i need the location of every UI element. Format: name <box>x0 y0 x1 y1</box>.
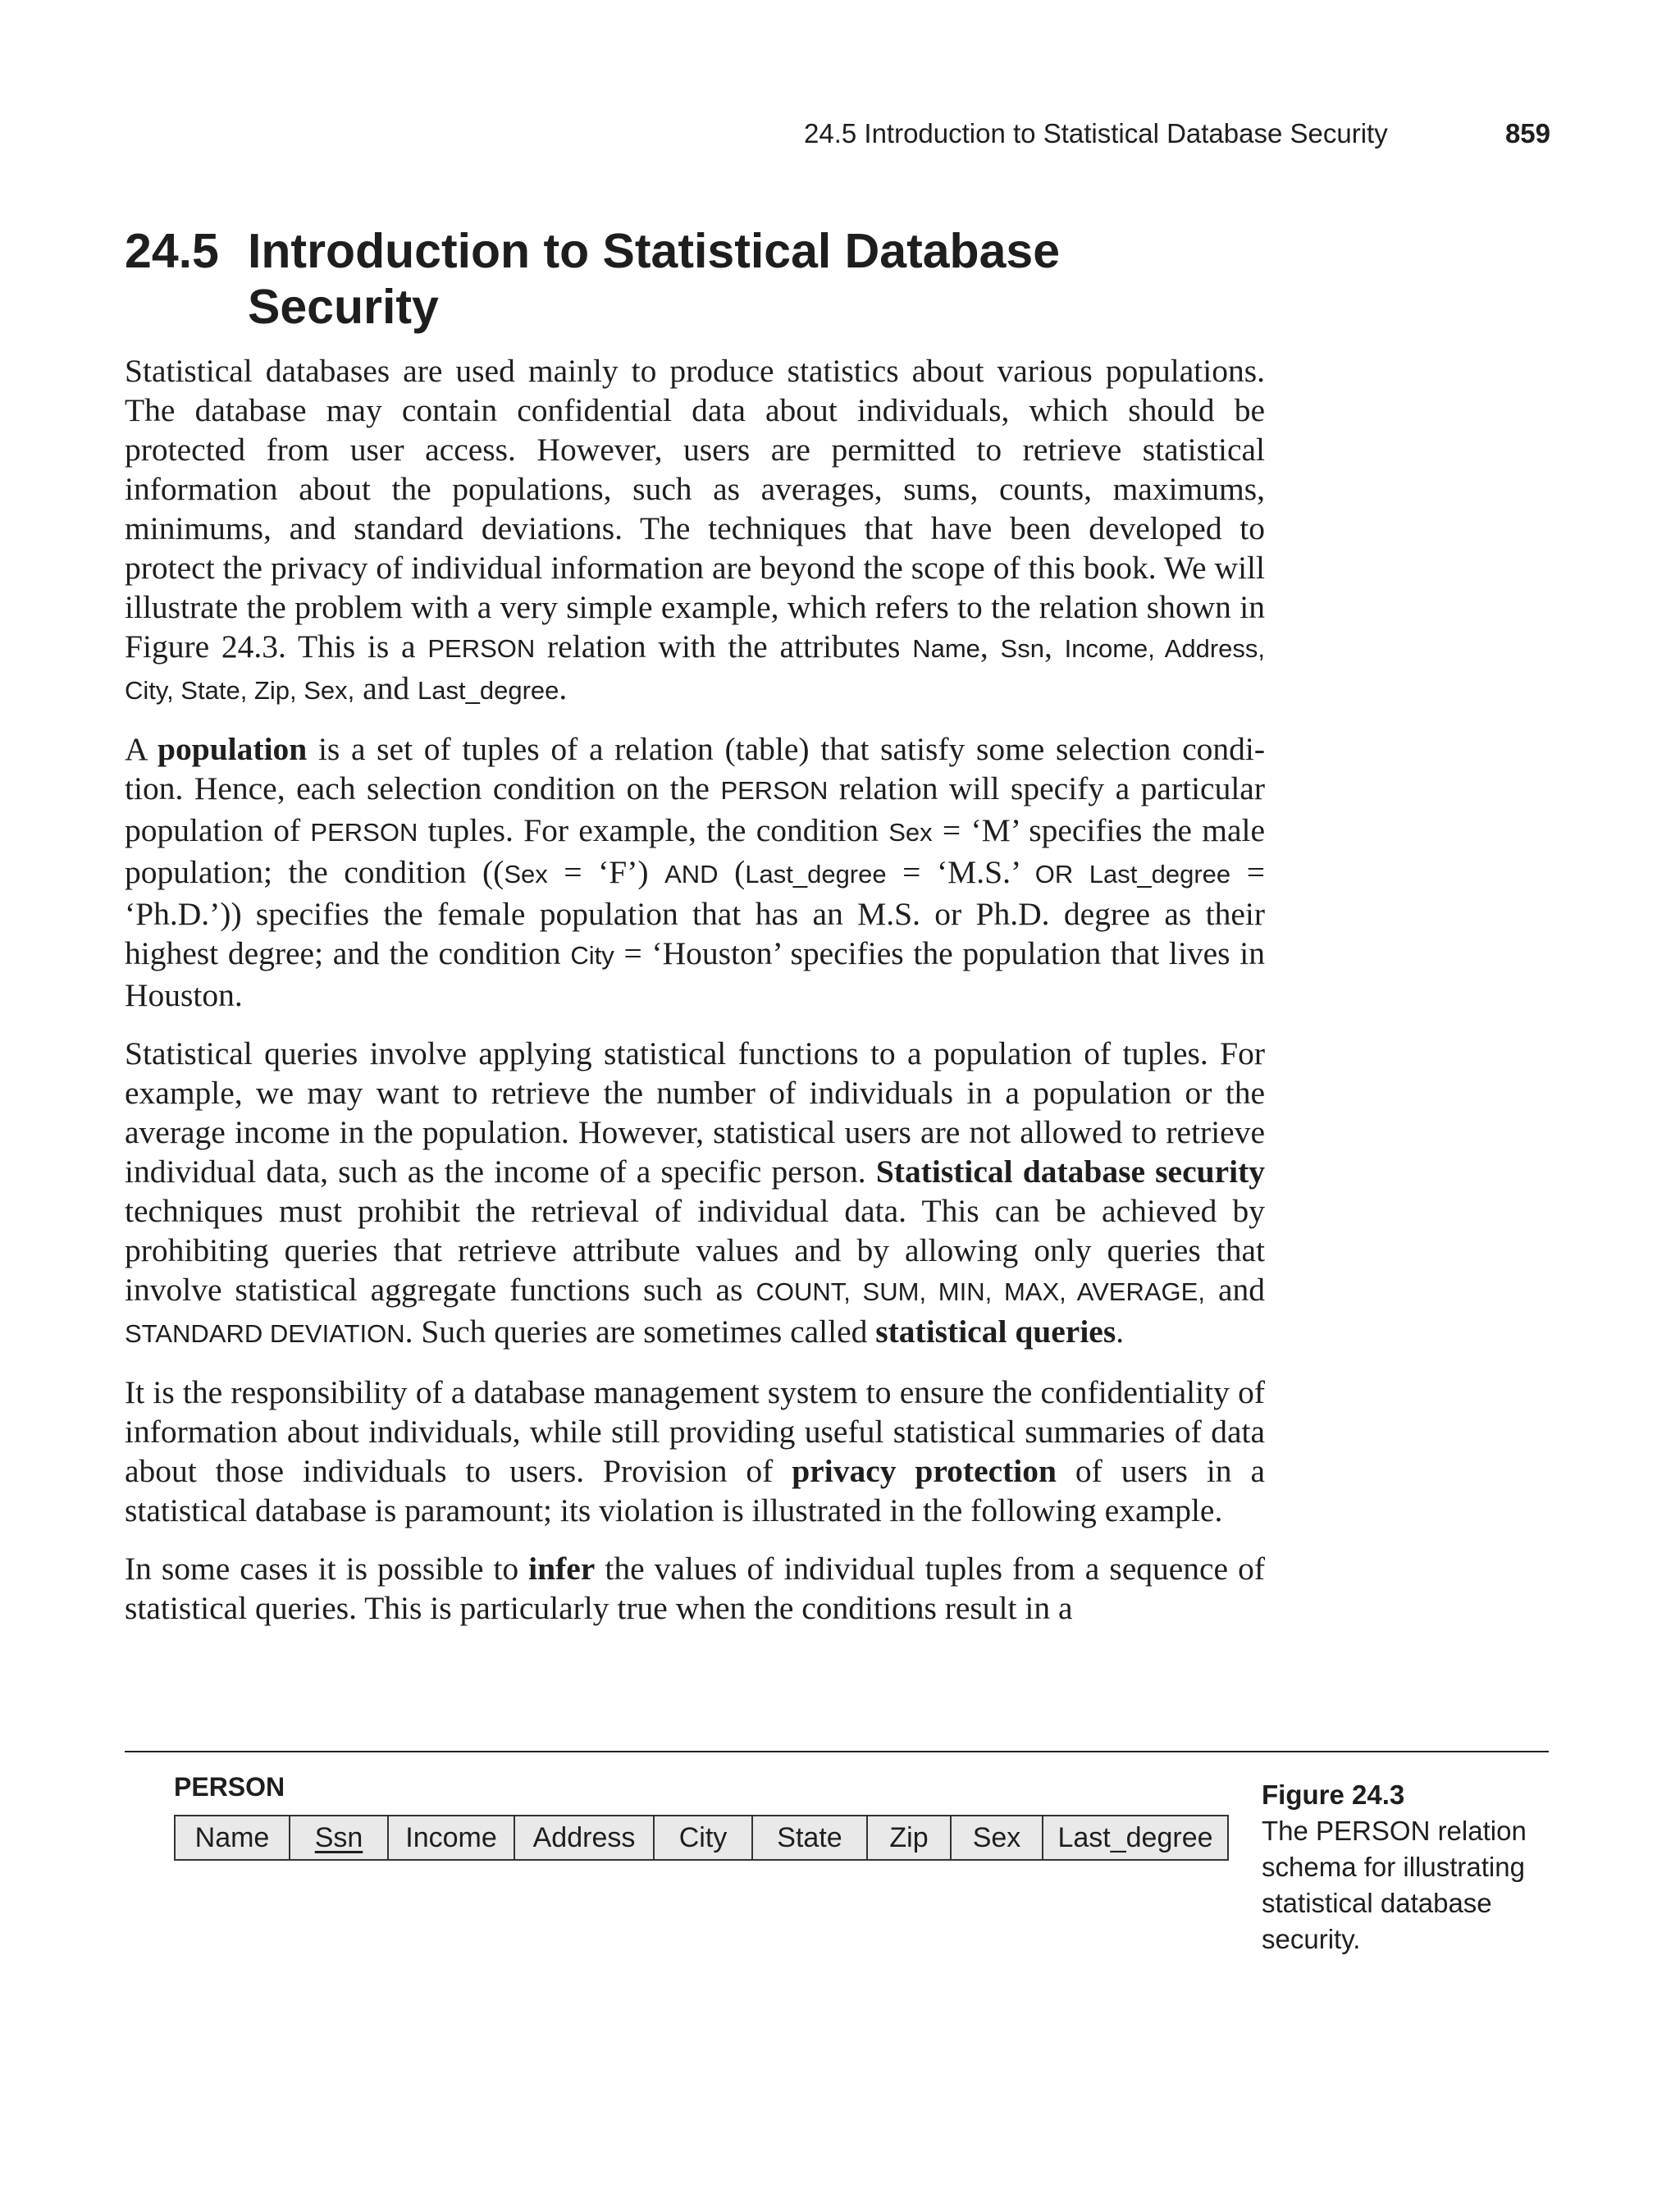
attribute-cell <box>1043 1816 1228 1860</box>
attribute-cell <box>951 1816 1043 1860</box>
paragraph-4 <box>125 1373 1265 1530</box>
attribute-label: Last_degree <box>1057 1821 1213 1853</box>
code-term: PERSON <box>720 776 829 805</box>
text-run: tuples. For example, the condition <box>418 812 889 848</box>
key-term: statistical queries <box>875 1313 1116 1350</box>
paragraph-3 <box>125 1034 1265 1354</box>
text-run: , <box>1043 628 1065 665</box>
attribute-label: City <box>678 1821 728 1853</box>
paragraph-2 <box>125 729 1265 1015</box>
text-run: techniques must prohibit the retrieval of individual data. This can be achieved by prohibiting queries that retrieve attribute values and by allowing only queries that involve statistical aggregate functions such as <box>125 1193 1265 1308</box>
code-term: Last_degree <box>418 676 559 705</box>
attribute-label: Ssn <box>314 1821 363 1853</box>
code-term: AND <box>664 860 719 889</box>
text-run: ( <box>718 854 746 890</box>
paragraph-5 <box>125 1549 1265 1628</box>
text-run: and <box>354 670 418 706</box>
attribute-cell <box>867 1816 951 1860</box>
attribute-cell <box>175 1816 290 1860</box>
attribute-label: Income <box>405 1821 497 1853</box>
text-run: = ‘F’) <box>547 854 665 890</box>
key-term: infer <box>528 1551 596 1587</box>
code-term: Ssn <box>1000 634 1044 663</box>
paragraph-1 <box>125 351 1265 710</box>
code-term: Income, Address, City, State, Zip, Sex, <box>125 634 1266 705</box>
figure-caption <box>1262 1777 1557 1958</box>
text-run: A <box>125 731 158 767</box>
text-run: . <box>559 670 568 706</box>
attribute-label: Zip <box>889 1821 929 1853</box>
text-run: Statistical queries involve applying statistical functions to a population of tuples. For example, we may want to retrieve the number of individuals in a population or the average income in the population. However, statistical users are not allowed to retrieve individual data, such as the income of a specific person. <box>125 1035 1265 1190</box>
attribute-cell <box>654 1816 752 1860</box>
relation-name: PERSON <box>174 1772 285 1802</box>
attribute-label: State <box>777 1821 842 1853</box>
code-term: STANDARD DEVIATION <box>125 1319 405 1348</box>
figure-label: Figure 24.3 <box>1262 1779 1405 1810</box>
text-run: , <box>979 628 1001 665</box>
running-head-title: 24.5 Introduction to Statistical Database Security <box>804 118 1388 148</box>
attribute-label: Name <box>194 1821 270 1853</box>
text-run: = ‘M.S.’ <box>886 854 1035 890</box>
key-term: Statistical database security <box>875 1154 1265 1190</box>
key-term: privacy protection <box>792 1453 1057 1489</box>
code-term: Name <box>912 634 980 663</box>
text-run: of users in a statistical database is paramount; its violation is illustrated in the following example. <box>125 1453 1266 1528</box>
text-run: . <box>1116 1313 1125 1350</box>
text-run: Statistical databases are used mainly to produce statistics about various populations. The database may contain confidential data about individuals, which should be protected from user access. However, users are permitted to retrieve statistical information about the populations, such as averages, sums, counts, maximums, minimums, and standard deviations. The techniques that have been developed to protect the privacy of individual information are beyond the scope of this book. We will illustrate the problem with a very simple example, which refers to the relation shown in Figure 24.3. This is a <box>125 353 1265 665</box>
text-run: = ‘Ph.D.’)) specifies the female population that has an M.S. or Ph.D. degree as their highest degree; and the condition <box>125 854 1265 971</box>
primary-key-cell <box>290 1816 388 1860</box>
code-term: Last_degree <box>1089 860 1231 889</box>
code-term: Sex <box>888 818 933 847</box>
running-head <box>804 118 1550 159</box>
figure-caption-text: The PERSON relation schema for illustrating statistical database security. <box>1262 1816 1527 1954</box>
text-run: the values of individual tuples from a sequence of statistical queries. This is particularly true when the conditions result in a <box>125 1551 1265 1626</box>
code-term: Last_degree <box>745 860 887 889</box>
attribute-cell <box>388 1816 514 1860</box>
attribute-row <box>175 1816 1228 1860</box>
section-title: Introduction to Statistical Database Security <box>248 224 1061 334</box>
text-run: and <box>1204 1272 1265 1308</box>
code-term: OR <box>1034 860 1074 889</box>
section-number: 24.5 <box>125 224 219 278</box>
code-term: Sex <box>504 860 548 889</box>
code-term: COUNT, SUM, MIN, MAX, AVERAGE, <box>756 1277 1205 1306</box>
code-term: PERSON <box>310 818 418 847</box>
body-text <box>125 351 1265 1647</box>
code-term: PERSON <box>427 634 536 663</box>
page-number: 859 <box>1504 118 1550 148</box>
attribute-cell <box>514 1816 654 1860</box>
text-run: = ‘M’ specifies the male population; the condition (( <box>125 812 1265 890</box>
attribute-label: Sex <box>972 1821 1021 1853</box>
text-run: In some cases it is possible to <box>125 1551 529 1587</box>
figure-divider <box>125 1751 1549 1752</box>
text-run: relation with the attributes <box>535 628 913 665</box>
relation-schema-table <box>174 1815 1229 1861</box>
text-run: is a set of tuples of a relation (table) that satisfy some selection condition. Hence, each selection condition on the <box>125 731 1265 806</box>
key-term: population <box>158 731 308 767</box>
attribute-cell <box>752 1816 867 1860</box>
code-term: City <box>570 941 614 970</box>
text-run: . Such queries are sometimes called <box>404 1313 876 1350</box>
text-run <box>1073 854 1089 890</box>
text-run: relation will specify a particular population of <box>125 770 1265 848</box>
text-run: = ‘Houston’ specifies the population that lives in Houston. <box>125 935 1265 1013</box>
attribute-label: Address <box>532 1821 636 1853</box>
text-run: It is the responsibility of a database management system to ensure the confidentiality of information about individuals, while still providing useful statistical summaries of data about those individuals to users. Provision of <box>125 1374 1265 1489</box>
